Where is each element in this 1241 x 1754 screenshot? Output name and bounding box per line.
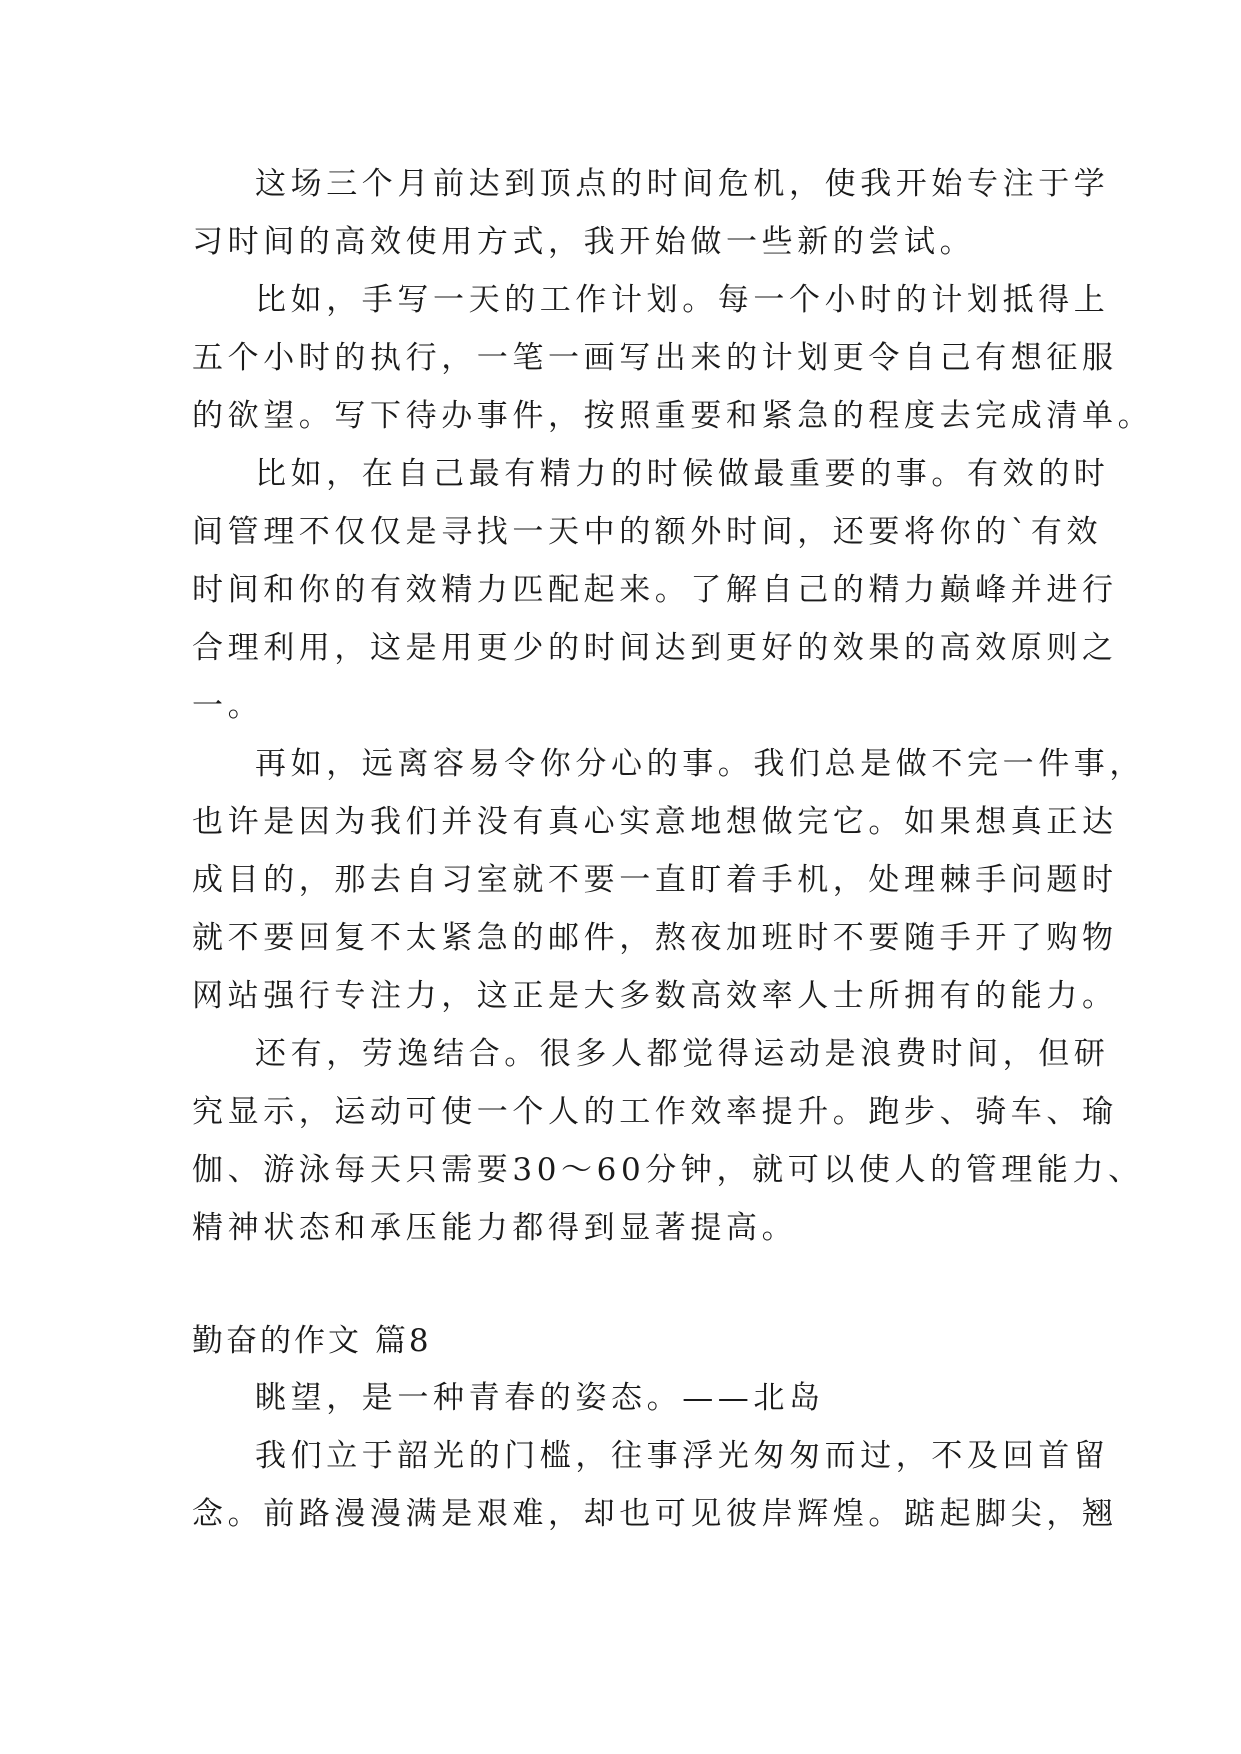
paragraph-line: 成目的，那去自习室就不要一直盯着手机，处理棘手问题时	[192, 862, 1118, 898]
section-heading: 勤奋的作文 篇8	[192, 1323, 432, 1359]
paragraph-line: 也许是因为我们并没有真心实意地想做完它。如果想真正达	[192, 804, 1118, 840]
paragraph-line: 五个小时的执行，一笔一画写出来的计划更令自己有想征服	[192, 340, 1118, 376]
paragraph-line: 念。前路漫漫满是艰难，却也可见彼岸辉煌。踮起脚尖，翘	[192, 1496, 1118, 1532]
paragraph-line: 精神状态和承压能力都得到显著提高。	[192, 1210, 798, 1246]
paragraph-line: 合理利用，这是用更少的时间达到更好的效果的高效原则之	[192, 630, 1118, 666]
paragraph-line: 就不要回复不太紧急的邮件，熬夜加班时不要随手开了购物	[192, 920, 1118, 956]
paragraph-line: 比如，手写一天的工作计划。每一个小时的计划抵得上	[255, 282, 1110, 318]
paragraph-line: 网站强行专注力，这正是大多数高效率人士所拥有的能力。	[192, 978, 1118, 1014]
paragraph-line: 时间和你的有效精力匹配起来。了解自己的精力巅峰并进行	[192, 572, 1118, 608]
paragraph-line: 还有，劳逸结合。很多人都觉得运动是浪费时间，但研	[255, 1036, 1110, 1072]
paragraph-line: 这场三个月前达到顶点的时间危机，使我开始专注于学	[255, 166, 1110, 202]
paragraph-line: 一。	[192, 688, 264, 724]
paragraph-line: 再如，远离容易令你分心的事。我们总是做不完一件事，	[255, 746, 1145, 782]
paragraph-line: 我们立于韶光的门槛，往事浮光匆匆而过，不及回首留	[255, 1438, 1110, 1474]
paragraph-line: 习时间的高效使用方式，我开始做一些新的尝试。	[192, 224, 976, 260]
paragraph-line: 伽、游泳每天只需要30～60分钟，就可以使人的管理能力、	[192, 1152, 1144, 1188]
paragraph-line: 间管理不仅仅是寻找一天中的额外时间，还要将你的`有效	[192, 514, 1103, 550]
paragraph-line: 究显示，运动可使一个人的工作效率提升。跑步、骑车、瑜	[192, 1094, 1118, 1130]
epigraph-line: 眺望，是一种青春的姿态。——北岛	[255, 1380, 825, 1416]
paragraph-line: 的欲望。写下待办事件，按照重要和紧急的程度去完成清单。	[192, 398, 1154, 434]
paragraph-line: 比如，在自己最有精力的时候做最重要的事。有效的时	[255, 456, 1110, 492]
